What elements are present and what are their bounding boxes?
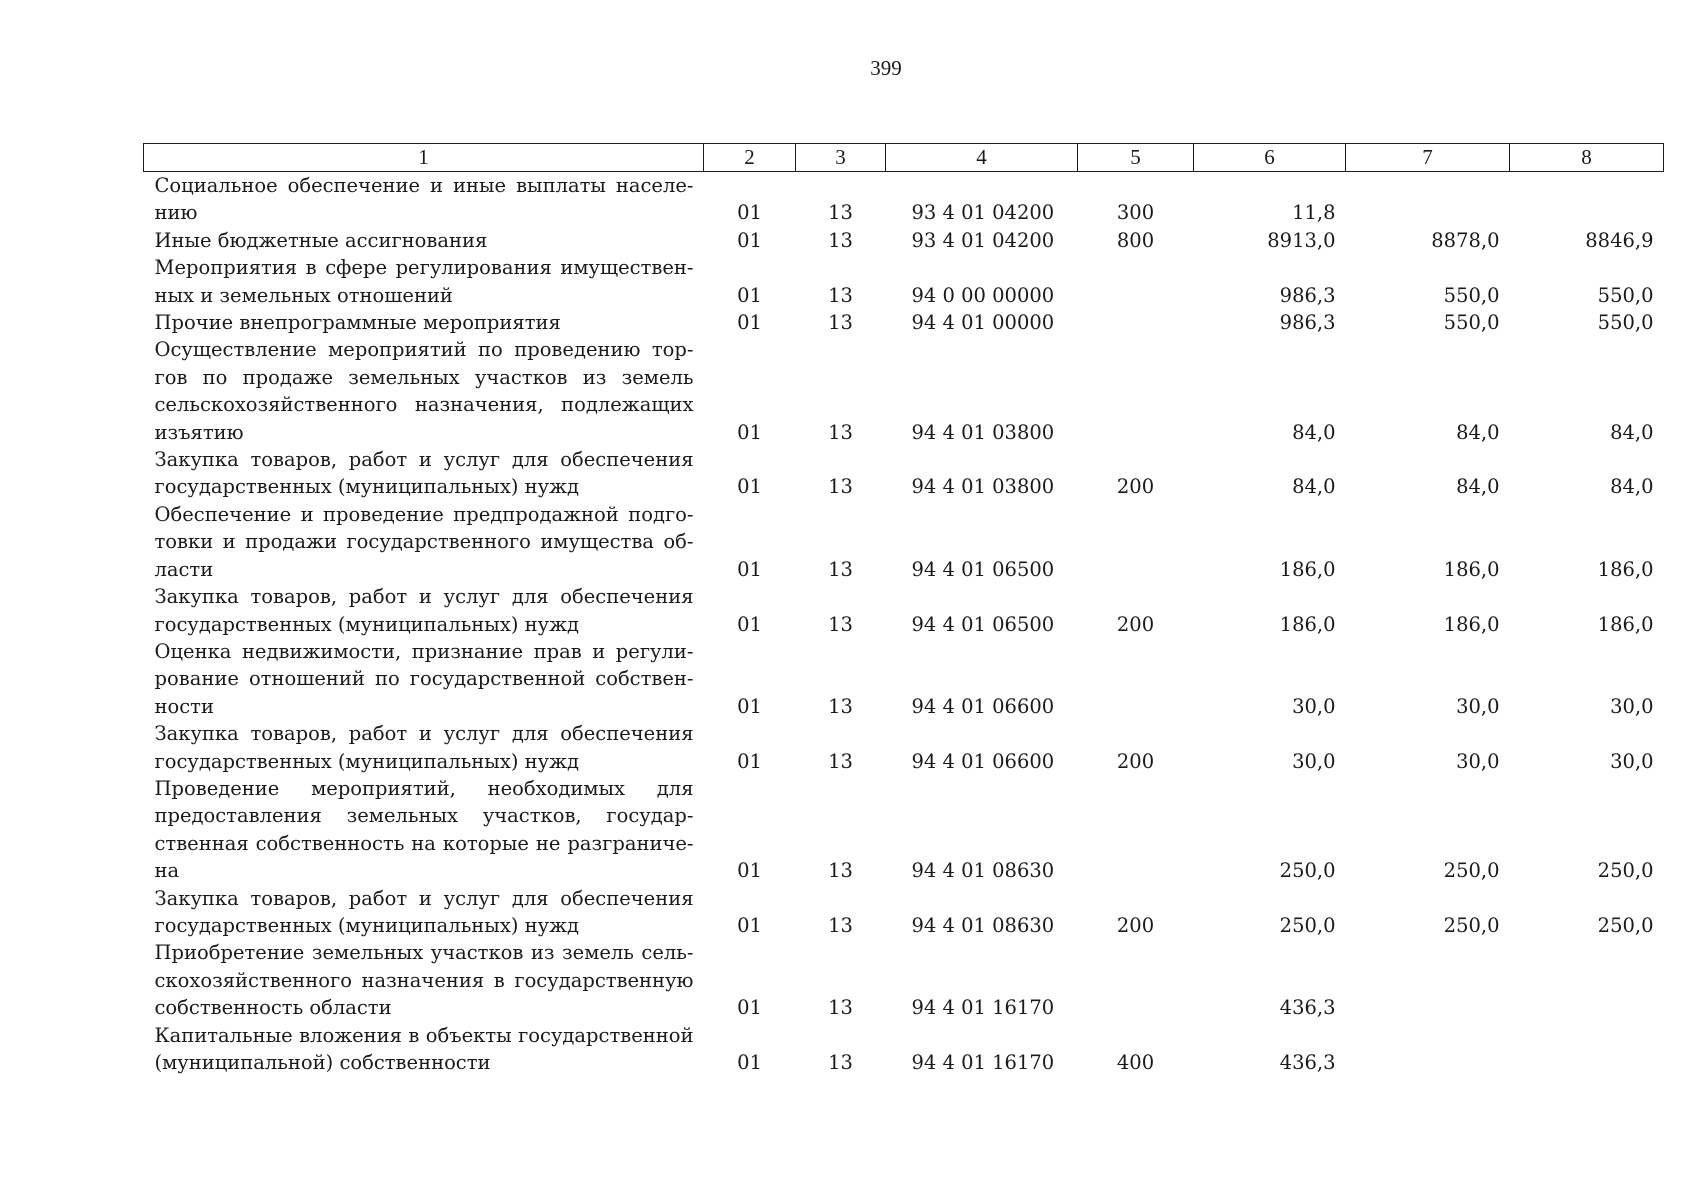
row-amount-col-6: 84,0: [1292, 475, 1336, 499]
row-section-code: 01: [737, 228, 762, 252]
row-amount-col-8: [1510, 939, 1664, 1021]
row-amount-col-6: 30,0: [1292, 749, 1336, 773]
row-amount-col-8: 84,0: [1610, 420, 1654, 444]
row-target-article-code: 94 4 01 06600: [911, 749, 1055, 773]
row-amount-col-8: 186,0: [1597, 557, 1654, 581]
row-expense-type-code: [1078, 336, 1194, 446]
row-amount-col-8: 250,0: [1597, 913, 1654, 937]
row-name: [144, 885, 704, 940]
row-section-code: 01: [737, 996, 762, 1020]
row-subsection-code: 13: [828, 228, 853, 252]
row-name-line: Капитальные вложения в объекты государственной: [154, 1023, 694, 1047]
row-amount-col-8: 84,0: [1610, 475, 1654, 499]
row-expense-type-code: [1078, 254, 1194, 309]
row-amount-col-7: 550,0: [1443, 311, 1500, 335]
row-amount-col-8: 30,0: [1610, 694, 1654, 718]
row-name-line: рование отношений по государственной собствен-: [154, 667, 694, 691]
row-amount-col-8: 550,0: [1597, 283, 1654, 307]
row-amount-col-6: 436,3: [1279, 1051, 1336, 1074]
row-amount-col-6: 250,0: [1279, 859, 1336, 883]
row-name-line: на: [154, 859, 180, 883]
row-name: [144, 446, 704, 501]
row-amount-col-8: 8846,9: [1585, 228, 1654, 252]
row-expense-type-code: 200: [1116, 749, 1155, 773]
row-name-line: государственных (муниципальных) нужд: [154, 913, 580, 937]
row-expense-type-code: [1078, 309, 1194, 336]
row-amount-col-7: 84,0: [1456, 420, 1500, 444]
table-row: [144, 309, 1664, 336]
row-section-code: 01: [737, 612, 762, 636]
row-name: [144, 254, 704, 309]
row-amount-col-6: 186,0: [1279, 612, 1336, 636]
row-name: [144, 583, 704, 638]
row-name-line: скохозяйственного назначения в государственную: [154, 968, 694, 992]
row-amount-col-8: [1510, 1022, 1664, 1077]
row-name-line: ственная собственность на которые не разграниче-: [154, 831, 694, 855]
table-row: [144, 172, 1664, 227]
table-row: [144, 227, 1664, 254]
row-name: [144, 638, 704, 720]
row-amount-col-8: [1510, 172, 1664, 227]
row-amount-col-7: 30,0: [1456, 749, 1500, 773]
row-name-line: Иные бюджетные ассигнования: [154, 228, 488, 252]
row-name-line: гов по продаже земельных участков из земель: [154, 365, 694, 389]
table-row: [144, 501, 1664, 583]
row-amount-col-8: 30,0: [1610, 749, 1654, 773]
row-target-article-code: 93 4 01 04200: [911, 228, 1055, 252]
row-amount-col-6: 250,0: [1279, 913, 1336, 937]
row-name: [144, 1022, 704, 1077]
row-subsection-code: 13: [828, 996, 853, 1020]
row-name-line: Прочие внепрограммные мероприятия: [154, 311, 561, 335]
header-col-1: 1: [144, 144, 704, 172]
row-section-code: 01: [737, 749, 762, 773]
budget-table: [143, 143, 1664, 1076]
row-amount-col-7: 550,0: [1443, 283, 1500, 307]
row-expense-type-code: [1078, 775, 1194, 885]
row-name: [144, 775, 704, 885]
row-amount-col-6: 986,3: [1279, 283, 1336, 307]
row-name-line: Закупка товаров, работ и услуг для обеспечения: [154, 448, 694, 472]
row-section-code: 01: [737, 913, 762, 937]
row-expense-type-code: 200: [1116, 475, 1155, 499]
row-expense-type-code: 200: [1116, 612, 1155, 636]
row-name-line: товки и продажи государственного имущества об-: [154, 530, 694, 554]
table-row: [144, 583, 1664, 638]
row-amount-col-7: 250,0: [1443, 859, 1500, 883]
row-name-line: государственных (муниципальных) нужд: [154, 475, 580, 499]
row-expense-type-code: 400: [1116, 1051, 1155, 1074]
row-target-article-code: 94 0 00 00000: [911, 283, 1055, 307]
row-target-article-code: 93 4 01 04200: [911, 201, 1055, 225]
row-name: [144, 720, 704, 775]
row-name-line: Проведение мероприятий, необходимых для: [154, 776, 694, 800]
row-amount-col-6: 436,3: [1279, 996, 1336, 1020]
row-amount-col-6: 186,0: [1279, 557, 1336, 581]
row-amount-col-6: 986,3: [1279, 311, 1336, 335]
row-amount-col-8: 186,0: [1597, 612, 1654, 636]
row-section-code: 01: [737, 201, 762, 225]
row-name: [144, 309, 704, 336]
row-target-article-code: 94 4 01 08630: [911, 913, 1055, 937]
row-subsection-code: 13: [828, 420, 853, 444]
row-name-line: государственных (муниципальных) нужд: [154, 749, 580, 773]
header-col-6: 6: [1194, 144, 1346, 172]
row-target-article-code: 94 4 01 00000: [911, 311, 1055, 335]
row-section-code: 01: [737, 859, 762, 883]
header-row: [144, 144, 1664, 172]
row-subsection-code: 13: [828, 913, 853, 937]
row-name-line: государственных (муниципальных) нужд: [154, 612, 580, 636]
row-name-line: ности: [154, 694, 214, 718]
row-amount-col-6: 84,0: [1292, 420, 1336, 444]
row-name-line: Приобретение земельных участков из земель сель-: [154, 941, 694, 965]
header-col-8: 8: [1510, 144, 1664, 172]
row-amount-col-8: 550,0: [1597, 311, 1654, 335]
row-name-line: ласти: [154, 557, 214, 581]
row-amount-col-7: [1346, 939, 1510, 1021]
row-subsection-code: 13: [828, 612, 853, 636]
row-target-article-code: 94 4 01 06600: [911, 694, 1055, 718]
table-row: [144, 446, 1664, 501]
row-subsection-code: 13: [828, 201, 853, 225]
row-name: [144, 172, 704, 227]
row-expense-type-code: 200: [1116, 913, 1155, 937]
row-target-article-code: 94 4 01 03800: [911, 475, 1055, 499]
row-subsection-code: 13: [828, 475, 853, 499]
row-name-line: Закупка товаров, работ и услуг для обеспечения: [154, 886, 694, 910]
row-amount-col-7: 186,0: [1443, 557, 1500, 581]
table-header: [144, 144, 1664, 172]
row-amount-col-7: [1346, 172, 1510, 227]
row-name-line: сельскохозяйственного назначения, подлежащих: [154, 393, 694, 417]
row-name-line: изъятию: [154, 420, 244, 444]
row-amount-col-6: 11,8: [1292, 201, 1336, 225]
row-amount-col-7: 30,0: [1456, 694, 1500, 718]
row-section-code: 01: [737, 475, 762, 499]
header-col-2: 2: [704, 144, 796, 172]
row-name-line: (муниципальной) собственности: [154, 1051, 491, 1074]
row-section-code: 01: [737, 1051, 762, 1074]
row-name-line: предоставления земельных участков, государ-: [154, 804, 694, 828]
row-amount-col-7: 84,0: [1456, 475, 1500, 499]
row-target-article-code: 94 4 01 16170: [911, 996, 1055, 1020]
row-expense-type-code: [1078, 638, 1194, 720]
row-name: [144, 227, 704, 254]
row-subsection-code: 13: [828, 694, 853, 718]
row-expense-type-code: [1078, 939, 1194, 1021]
row-name-line: ных и земельных отношений: [154, 283, 453, 307]
table-row: [144, 885, 1664, 940]
row-target-article-code: 94 4 01 06500: [911, 557, 1055, 581]
row-target-article-code: 94 4 01 03800: [911, 420, 1055, 444]
row-amount-col-8: 250,0: [1597, 859, 1654, 883]
row-subsection-code: 13: [828, 557, 853, 581]
row-name-line: Социальное обеспечение и иные выплаты населе-: [154, 174, 694, 197]
row-name: [144, 939, 704, 1021]
row-section-code: 01: [737, 557, 762, 581]
row-section-code: 01: [737, 694, 762, 718]
table-row: [144, 638, 1664, 720]
row-name: [144, 501, 704, 583]
row-subsection-code: 13: [828, 283, 853, 307]
row-amount-col-7: 250,0: [1443, 913, 1500, 937]
row-amount-col-6: 8913,0: [1267, 228, 1336, 252]
table-row: [144, 336, 1664, 446]
table-row: [144, 939, 1664, 1021]
row-subsection-code: 13: [828, 859, 853, 883]
page-number: 399: [870, 56, 902, 80]
row-target-article-code: 94 4 01 16170: [911, 1051, 1055, 1074]
row-target-article-code: 94 4 01 06500: [911, 612, 1055, 636]
table-body: [144, 172, 1664, 1077]
row-name-line: нию: [154, 201, 198, 225]
row-name-line: Мероприятия в сфере регулирования имуществен-: [154, 256, 694, 280]
table-row: [144, 775, 1664, 885]
row-name-line: Закупка товаров, работ и услуг для обеспечения: [154, 722, 694, 746]
row-amount-col-6: 30,0: [1292, 694, 1336, 718]
header-col-3: 3: [796, 144, 886, 172]
row-subsection-code: 13: [828, 311, 853, 335]
row-amount-col-7: [1346, 1022, 1510, 1077]
row-name-line: Оценка недвижимости, признание прав и регули-: [154, 639, 694, 663]
row-name-line: Закупка товаров, работ и услуг для обеспечения: [154, 585, 694, 609]
row-subsection-code: 13: [828, 749, 853, 773]
row-name-line: Обеспечение и проведение предпродажной подго-: [154, 502, 694, 526]
row-expense-type-code: 300: [1116, 201, 1155, 225]
row-subsection-code: 13: [828, 1051, 853, 1074]
row-name: [144, 336, 704, 446]
header-col-5: 5: [1078, 144, 1194, 172]
row-section-code: 01: [737, 283, 762, 307]
row-name-line: Осуществление мероприятий по проведению тор-: [154, 338, 694, 362]
table-row: [144, 254, 1664, 309]
row-expense-type-code: 800: [1116, 228, 1155, 252]
row-section-code: 01: [737, 311, 762, 335]
row-expense-type-code: [1078, 501, 1194, 583]
row-amount-col-7: 186,0: [1443, 612, 1500, 636]
row-target-article-code: 94 4 01 08630: [911, 859, 1055, 883]
table-row: [144, 1022, 1664, 1077]
row-name-line: собственность области: [154, 996, 392, 1020]
table-row: [144, 720, 1664, 775]
row-amount-col-7: 8878,0: [1431, 228, 1500, 252]
header-col-7: 7: [1346, 144, 1510, 172]
header-col-4: 4: [886, 144, 1078, 172]
row-section-code: 01: [737, 420, 762, 444]
